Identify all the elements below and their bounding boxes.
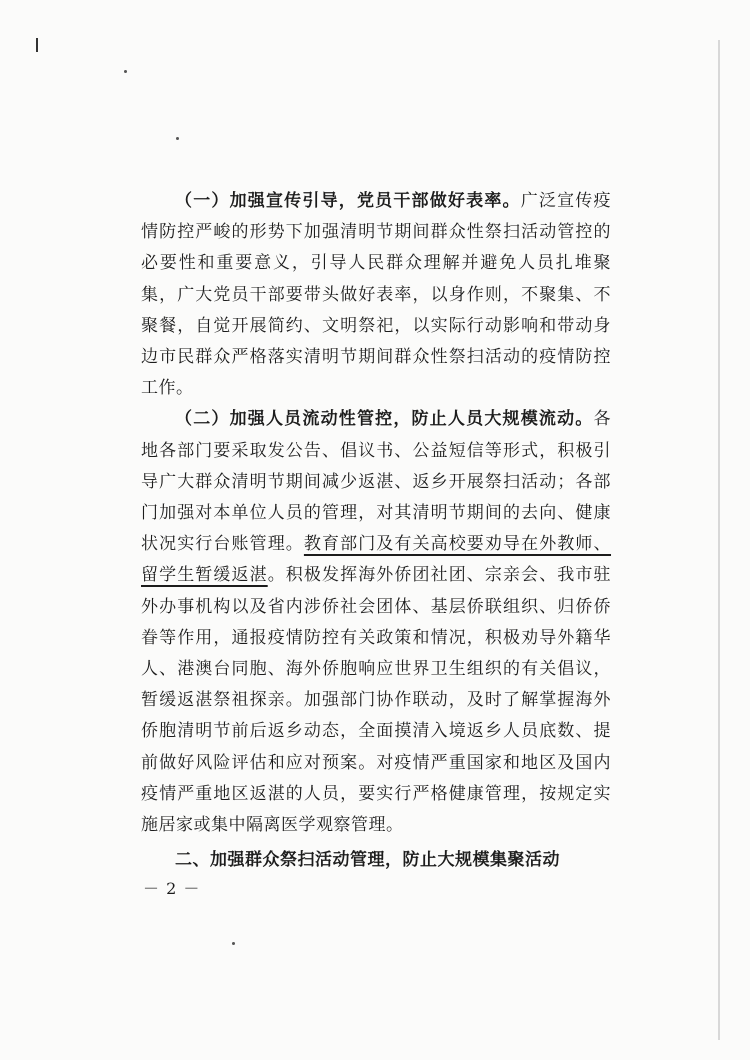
scan-speck (124, 70, 127, 73)
underlined-sentence: 教育部门及有关高校要劝导在外教师、留学生暂缓返湛 (141, 534, 612, 586)
paragraph-publicity (141, 186, 611, 404)
document-body (141, 186, 611, 876)
scan-edge-mark (36, 38, 38, 52)
paragraph-body: 各地各部门要采取发公告、倡议书、公益短信等形式，积极引导广大群众清明节期间减少返湛、返乡开展祭扫活动；各部门加强对本单位人员的管理，对其清明节期间的去向、健康状况实行台账管理。 (141, 409, 611, 555)
scan-speck (232, 942, 235, 945)
scan-edge-line (718, 40, 720, 1040)
paragraph-body: 广泛宣传疫情防控严峻的形势下加强清明节期间群众性祭扫活动管控的必要性和重要意义，引导人民群众理解并避免人员扎堆聚集，广大党员干部要带头做好表率，以身作则，不聚集、不聚餐，自觉开展简约、文明祭祀，以实际行动影响和带动身边市民群众严格落实清明节期间群众性祭扫活动的疫情防控工作。 (141, 191, 612, 399)
paragraph-lead: （二）加强人员流动性管控，防止人员大规模流动。 (175, 409, 594, 430)
paragraph-lead: （一）加强宣传引导，党员干部做好表率。 (175, 191, 521, 211)
paragraph-body: 。积极发挥海外侨团社团、宗亲会、我市驻外办事机构以及省内涉侨社会团体、基层侨联组织、归侨侨眷等作用，通报疫情防控有关政策和情况，积极劝导外籍华人、港澳台同胞、海外侨胞响应世界卫生组织的有关倡议，暂缓返湛祭祖探亲。加强部门协作联动，及时了解掌握海外侨胞清明节前后返乡动态，全面摸清入境返乡人员底数、提前做好风险评估和应对预案。对疫情严重国家和地区及国内疫情严重地区返湛的人员，要实行严格健康管理，按规定实施居家或集中隔离医学观察管理。 (141, 565, 612, 836)
page-number: － 2 － (143, 879, 201, 898)
paragraph-mobility-control (141, 404, 611, 841)
scan-speck (176, 137, 179, 140)
section-heading: 二、加强群众祭扫活动管理，防止大规模集聚活动 (175, 850, 560, 871)
